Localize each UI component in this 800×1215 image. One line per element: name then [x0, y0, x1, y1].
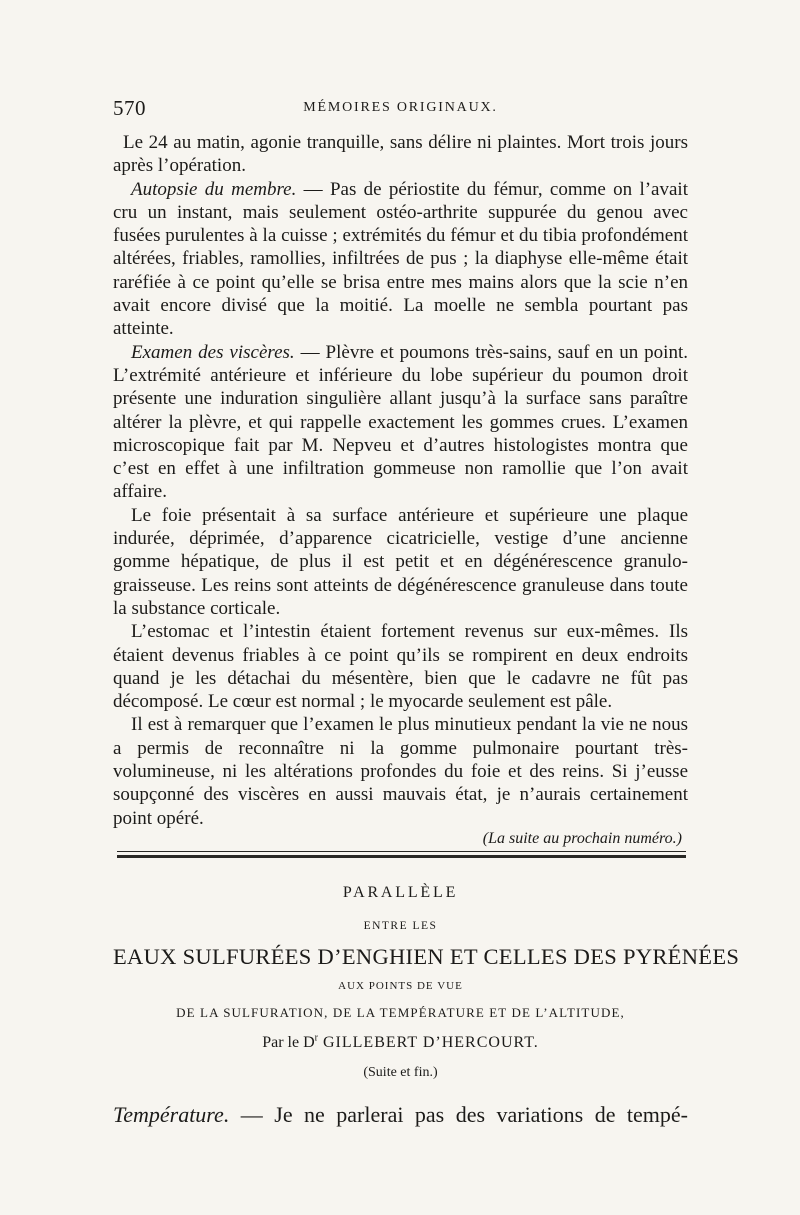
article-title-block: [113, 884, 740, 1088]
paragraph: Le foie présentait à sa surface antérieure et supérieure une plaque indurée, déprimée, d’apparence cicatricielle, vestige d’une ancienne gomme hépatique, de plus il est petit et en dégénérescence granulo-graisseuse. Les reins sont atteints de dégénérescence granuleuse dans toute la substance corticale.: [113, 504, 688, 619]
article-author: [113, 1028, 688, 1058]
paragraph-lead: Autopsie du membre.: [131, 178, 297, 200]
article-title-line-2: ENTRE LES: [363, 920, 438, 932]
continuation-note: (La suite au prochain numéro.): [482, 829, 682, 847]
paragraph: Il est à remarquer que l’examen le plus minutieux pendant la vie ne nous a permis de reconnaître ni la gomme pulmonaire pourtant très-volumineuse, ni les altérations profondes du foie et des reins. Si j’eusse soupçonné des viscères en aussi mauvais état, je n’aurais certainement point opéré.: [113, 714, 688, 829]
section-divider: [117, 851, 686, 858]
paragraph: [113, 178, 688, 341]
article-main-title: EAUX SULFURÉES D’ENGHIEN ET CELLES DES PYRÉNÉES: [113, 944, 740, 969]
article-first-line: [113, 1101, 688, 1129]
paragraph: [113, 341, 688, 504]
author-name: GILLEBERT D’HERCOURT.: [317, 1034, 539, 1051]
first-line-text: — Je ne parlerai pas des variations de tempé-: [240, 1102, 689, 1127]
article-title-line-5: DE LA SULFURATION, DE LA TEMPÉRATURE ET DE L’ALTITUDE,: [176, 1005, 625, 1020]
article-suite-note: (Suite et fin.): [363, 1065, 438, 1080]
paragraph: Le 24 au matin, agonie tranquille, sans délire ni plaintes. Mort trois jours après l’opération.: [113, 132, 688, 177]
page-number: 570: [113, 96, 146, 120]
author-prefix: Par le D: [262, 1034, 315, 1051]
running-head: [113, 94, 688, 120]
paragraph-lead: Examen des viscères.: [131, 341, 295, 363]
author-title-superscript: r: [314, 1032, 318, 1044]
running-title: MÉMOIRES ORIGINAUX.: [303, 100, 498, 115]
divider-thick-line: [117, 855, 686, 858]
paragraph-text: — Pas de périostite du fémur, comme on l’avait cru un instant, mais seulement ostéo-arthrite suppurée du genou avec fusées purulentes à la cuisse ; extrémités du fémur et du tibia profondément altérées, friables, ramollies, infiltrées de pus ; la diaphyse elle-même était raréfiée à ce point qu’elle se brisa entre mes mains alors que la scie n’en avait encore divisé que la moitié. La moelle ne sembla pourtant pas atteinte.: [113, 178, 688, 340]
paragraph-text: — Plèvre et poumons très-sains, sauf en un point. L’extrémité antérieure et inférieure du lobe supérieur du poumon droit présente une induration singulière allant jusqu’à la surface sans paraître altérer la plèvre, et qui rappelle exactement les gommes crues. L’examen microscopique fait par M. Nepveu et d’autres histologistes montra que c’est en effet à une infiltration gommeuse non ramollie que l’on avait affaire.: [113, 341, 688, 503]
body-text: [113, 131, 688, 848]
paragraph: L’estomac et l’intestin étaient fortement revenus sur eux-mêmes. Ils étaient devenus friables à ce point qu’ils se rompirent en deux endroits quand je les détachai du mésentère, bien que le cadavre ne fût pas décomposé. Le cœur est normal ; le myocarde seulement est pâle.: [113, 621, 688, 713]
divider-thin-line: [117, 851, 686, 852]
article-title-line-4: AUX POINTS DE VUE: [338, 980, 463, 992]
first-line-lead: Température.: [113, 1102, 230, 1127]
article-title-line-1: PARALLÈLE: [342, 884, 459, 901]
